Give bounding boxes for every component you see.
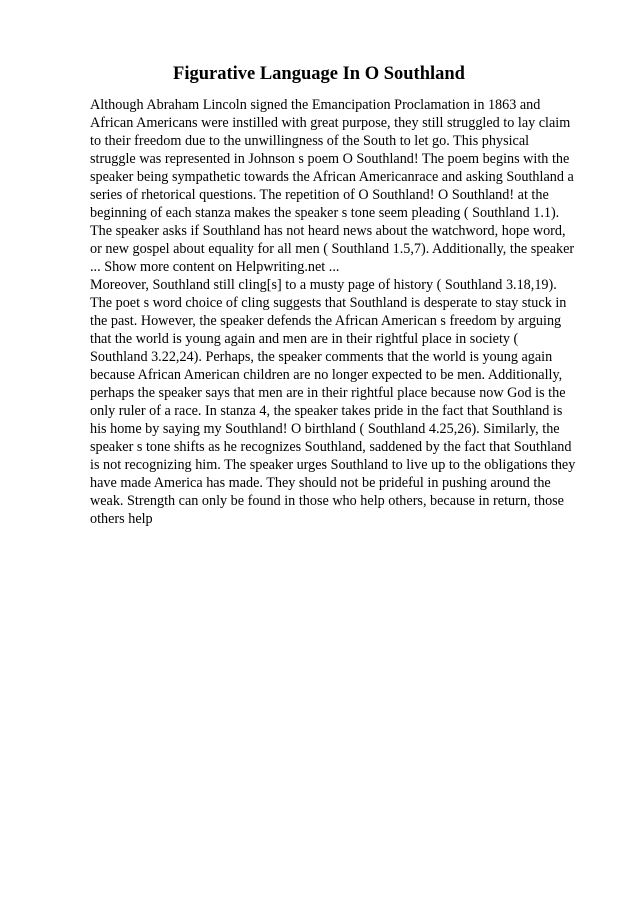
- text-line: because African American children are no longer expected to be men. Additionally,: [90, 367, 563, 383]
- text-line: The poet s word choice of cling suggests that Southland is desperate to stay stuck in: [90, 295, 567, 311]
- text-line: African Americans were instilled with great purpose, they still struggled to lay claim: [90, 115, 571, 131]
- text-line: weak. Strength can only be found in those who help others, because in return, those: [90, 493, 564, 509]
- text-line: struggle was represented in Johnson s poem O Southland! The poem begins with the: [90, 151, 570, 167]
- text-line: series of rhetorical questions. The repetition of O Southland! O Southland! at the: [90, 187, 549, 203]
- text-line: his home by saying my Southland! O birthland ( Southland 4.25,26). Similarly, the: [90, 421, 560, 437]
- text-line: Moreover, Southland still cling[s] to a musty page of history ( Southland 3.18,19).: [90, 277, 557, 293]
- text-line: is not recognizing him. The speaker urges Southland to live up to the obligations they: [90, 457, 576, 473]
- text-line: only ruler of a race. In stanza 4, the speaker takes pride in the fact that Southland is: [90, 403, 563, 419]
- text-line: perhaps the speaker says that men are in their rightful place because now God is the: [90, 385, 566, 401]
- text-line: speaker s tone shifts as he recognizes Southland, saddened by the fact that Southland: [90, 439, 572, 455]
- text-line: Although Abraham Lincoln signed the Emancipation Proclamation in 1863 and: [90, 97, 541, 113]
- text-line: beginning of each stanza makes the speaker s tone seem pleading ( Southland 1.1).: [90, 205, 560, 221]
- text-line: or new gospel about equality for all men ( Southland 1.5,7). Additionally, the speaker: [90, 241, 575, 257]
- text-line: have made America has made. They should not be prideful in pushing around the: [90, 475, 551, 491]
- page-title: Figurative Language In O Southland: [173, 64, 465, 84]
- show-more-line[interactable]: ... Show more content on Helpwriting.net ...: [90, 259, 340, 275]
- text-line: that the world is young again and men are in their rightful place in society (: [90, 331, 519, 347]
- text-line: others help: [90, 511, 153, 527]
- text-line: Southland 3.22,24). Perhaps, the speaker comments that the world is young again: [90, 349, 553, 365]
- body-text: [90, 96, 600, 528]
- text-line: speaker being sympathetic towards the African Americanrace and asking Southland a: [90, 169, 574, 185]
- text-line: the past. However, the speaker defends the African American s freedom by arguing: [90, 313, 562, 329]
- text-line: The speaker asks if Southland has not heard news about the watchword, hope word,: [90, 223, 566, 239]
- text-line: to their freedom due to the unwillingness of the South to let go. This physical: [90, 133, 530, 149]
